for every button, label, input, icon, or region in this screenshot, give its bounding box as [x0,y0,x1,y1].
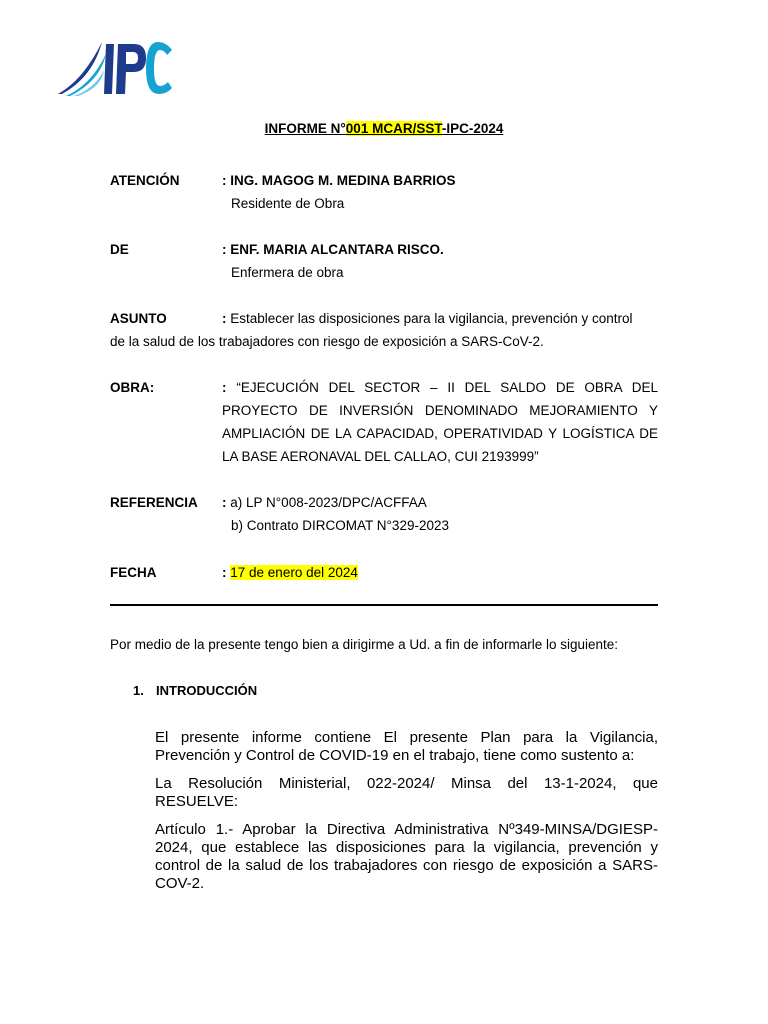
section-paragraph-1: El presente informe contiene El presente Plan para la Vigilancia, Prevención y Control de COVID-19 en el trabajo, tiene como sustento a: [155,729,658,764]
asunto-line2: de la salud de los trabajadores con riesgo de exposición a SARS-CoV-2. [110,334,544,349]
de-value [222,242,444,257]
section-paragraph-2: La Resolución Ministerial, 022-2024/ Minsa del 13-1-2024, que RESUELVE: [155,775,658,810]
section-paragraph-3: Artículo 1.- Aprobar la Directiva Administrativa Nº349-MINSA/DGIESP-2024, que establece las disposiciones para la vigilancia, prevención y control de la salud de los trabajadores con riesgo de exposición a SARS-COV-2. [155,821,658,892]
referencia-b: b) Contrato DIRCOMAT N°329-2023 [231,518,449,533]
de-role: Enfermera de obra [231,265,344,280]
asunto-label: ASUNTO [110,311,167,326]
report-title [0,121,768,136]
referencia-a-text: a) LP N°008-2023/DPC/ACFFAA [230,495,427,510]
intro-sentence: Por medio de la presente tengo bien a dirigirme a Ud. a fin de informarle lo siguiente: [110,637,619,652]
asunto-colon: : [222,311,227,326]
referencia-label: REFERENCIA [110,495,198,510]
title-prefix: INFORME N° [264,121,346,136]
atencion-colon: : [222,173,227,188]
divider [110,604,658,606]
de-name: ENF. MARIA ALCANTARA RISCO. [230,242,444,257]
obra-label: OBRA: [110,380,155,395]
obra-value [222,376,658,468]
fecha-colon: : [222,565,227,580]
title-suffix: -IPC-2024 [441,121,504,136]
section-number: 1. [133,683,144,698]
fecha-date: 17 de enero del 2024 [230,565,358,580]
atencion-name: ING. MAGOG M. MEDINA BARRIOS [230,173,456,188]
fecha-value [222,565,358,580]
de-label: DE [110,242,129,257]
atencion-role: Residente de Obra [231,196,345,211]
obra-colon: : [222,380,227,395]
section-heading [133,683,257,698]
atencion-value [222,173,456,188]
title-highlight: 001 MCAR/SST [345,121,442,136]
referencia-a [222,495,427,510]
section-title: INTRODUCCIÓN [156,683,258,698]
de-colon: : [222,242,227,257]
company-logo [56,36,176,98]
asunto-text-1: Establecer las disposiciones para la vigilancia, prevención y control [230,311,633,326]
atencion-label: ATENCIÓN [110,173,180,188]
asunto-line1 [222,311,632,326]
fecha-label: FECHA [110,565,157,580]
referencia-colon: : [222,495,227,510]
obra-text: “EJECUCIÓN DEL SECTOR – II DEL SALDO DE OBRA DEL PROYECTO DE INVERSIÓN DENOMINADO MEJORAMIENTO Y AMPLIACIÓN DE LA CAPACIDAD, OPERATIVIDAD Y LOGÍSTICA DE LA BASE AERONAVAL DEL CALLAO, CUI 2193999” [222,380,658,464]
